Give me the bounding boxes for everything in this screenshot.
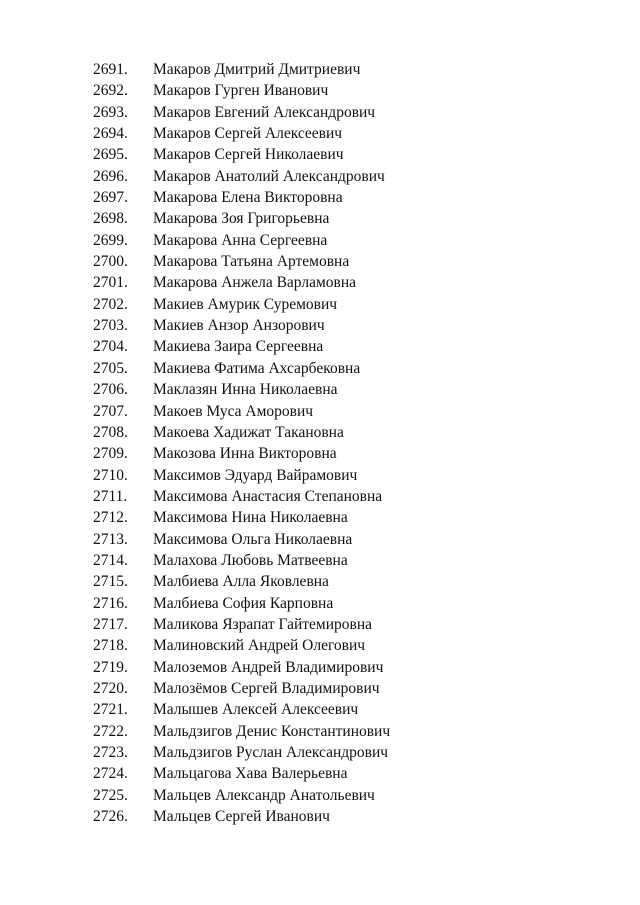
entry-name: Макаров Евгений Александрович [153, 103, 376, 121]
list-item [93, 253, 390, 274]
list-item [93, 82, 390, 103]
list-item [93, 787, 390, 808]
entry-number: 2721. [93, 701, 128, 719]
list-item [93, 595, 390, 616]
entry-name: Макарова Татьяна Артемовна [153, 253, 350, 271]
list-item [93, 210, 390, 231]
entry-number: 2716. [93, 594, 128, 612]
entry-number: 2712. [93, 509, 128, 527]
list-item [93, 659, 390, 680]
entry-number: 2704. [93, 338, 128, 356]
entry-number: 2725. [93, 786, 128, 804]
list-item [93, 573, 390, 594]
list-item [93, 338, 390, 359]
list-item [93, 680, 390, 701]
entry-name: Маклазян Инна Николаевна [153, 381, 338, 399]
list-item [93, 744, 390, 765]
list-item [93, 467, 390, 488]
list-item [93, 445, 390, 466]
entry-number: 2713. [93, 530, 128, 548]
entry-name: Макоев Муса Аморович [153, 402, 314, 420]
list-item [93, 146, 390, 167]
list-item [93, 765, 390, 786]
entry-number: 2707. [93, 402, 128, 420]
entry-name: Максимова Анастасия Степановна [153, 487, 383, 505]
list-item [93, 104, 390, 125]
entry-name: Макарова Елена Викторовна [153, 189, 343, 207]
entry-number: 2709. [93, 445, 128, 463]
entry-number: 2705. [93, 359, 128, 377]
entry-number: 2719. [93, 658, 128, 676]
entry-name: Макаров Сергей Алексеевич [153, 125, 343, 143]
entry-number: 2714. [93, 551, 128, 569]
entry-name: Макоева Хадижат Такановна [153, 423, 344, 441]
entry-name: Макиев Анзор Анзорович [153, 317, 325, 335]
entry-number: 2699. [93, 231, 128, 249]
entry-name: Максимова Ольга Николаевна [153, 530, 353, 548]
entry-name: Мальдзигов Руслан Александрович [153, 744, 389, 761]
list-item [93, 274, 390, 295]
entry-name: Мальцев Сергей Иванович [153, 808, 330, 826]
entry-name: Малышев Алексей Алексеевич [153, 701, 359, 719]
entry-name: Макиева Фатима Ахсарбековна [153, 359, 361, 377]
list-item [93, 317, 390, 338]
entry-name: Макиев Амурик Суремович [153, 295, 338, 313]
entry-number: 2701. [93, 274, 128, 292]
entry-name: Мальцагова Хава Валерьевна [153, 765, 348, 783]
entry-number: 2700. [93, 253, 128, 271]
entry-name: Макаров Дмитрий Дмитриевич [153, 61, 361, 78]
list-item [93, 296, 390, 317]
list-item [93, 232, 390, 253]
list-item [93, 360, 390, 381]
list-item [93, 381, 390, 402]
entry-name: Макаров Сергей Николаевич [153, 146, 344, 164]
entry-number: 2708. [93, 423, 128, 441]
entry-number: 2711. [93, 487, 128, 505]
entry-number: 2702. [93, 295, 128, 313]
entry-number: 2697. [93, 189, 128, 207]
entry-number: 2717. [93, 615, 128, 633]
entry-name: Маликова Язрапат Гайтемировна [153, 615, 372, 633]
list-item [93, 637, 390, 658]
entry-number: 2710. [93, 466, 128, 484]
entry-number: 2691. [93, 61, 128, 78]
list-item [93, 125, 390, 146]
entry-number: 2706. [93, 381, 128, 399]
entry-number: 2692. [93, 82, 128, 100]
entry-name: Макаров Анатолий Александрович [153, 167, 385, 185]
list-item [93, 61, 390, 82]
entry-name: Малиновский Андрей Олегович [153, 637, 366, 655]
entry-number: 2722. [93, 722, 128, 740]
entry-number: 2726. [93, 808, 128, 826]
list-item [93, 488, 390, 509]
list-item [93, 723, 390, 744]
list-item [93, 168, 390, 189]
entry-name: Максимов Эдуард Вайрамович [153, 466, 358, 484]
list-item [93, 808, 390, 829]
entry-name: Максимова Нина Николаевна [153, 509, 348, 527]
entry-number: 2696. [93, 167, 128, 185]
entry-number: 2718. [93, 637, 128, 655]
entry-name: Макозова Инна Викторовна [153, 445, 337, 463]
entry-name: Макарова Анжела Варламовна [153, 274, 356, 292]
entry-number: 2694. [93, 125, 128, 143]
list-item [93, 531, 390, 552]
list-item [93, 189, 390, 210]
entry-name: Малбиева Алла Яковлевна [153, 573, 329, 591]
entry-number: 2715. [93, 573, 128, 591]
entry-number: 2693. [93, 103, 128, 121]
list-item [93, 701, 390, 722]
entry-name: Малоземов Андрей Владимирович [153, 658, 384, 676]
entry-number: 2695. [93, 146, 128, 164]
entry-name: Мальдзигов Денис Константинович [153, 722, 391, 740]
list-item [93, 424, 390, 445]
list-item [93, 616, 390, 637]
entry-number: 2703. [93, 317, 128, 335]
entry-number: 2723. [93, 744, 128, 761]
entry-name: Макаров Гурген Иванович [153, 82, 329, 100]
entry-name: Макарова Анна Сергеевна [153, 231, 328, 249]
entry-name: Малбиева София Карповна [153, 594, 334, 612]
list-item [93, 552, 390, 573]
name-list [93, 61, 390, 829]
list-item [93, 403, 390, 424]
entry-name: Малахова Любовь Матвеевна [153, 551, 348, 569]
entry-name: Малозёмов Сергей Владимирович [153, 679, 380, 697]
list-item [93, 509, 390, 530]
entry-name: Мальцев Александр Анатольевич [153, 786, 375, 804]
entry-name: Макарова Зоя Григорьевна [153, 210, 330, 228]
entry-number: 2724. [93, 765, 128, 783]
entry-number: 2698. [93, 210, 128, 228]
entry-number: 2720. [93, 679, 128, 697]
entry-name: Макиева Заира Сергеевна [153, 338, 324, 356]
